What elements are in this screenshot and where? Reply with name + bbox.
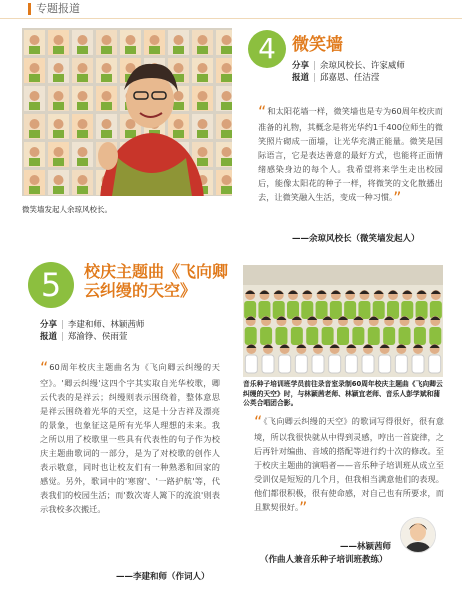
photo-caption: 微笑墙发起人余琼风校长。: [22, 205, 112, 214]
smile-photo-shirt: [197, 158, 208, 166]
choir-member-body: [316, 301, 328, 319]
smile-photo-face: [78, 63, 88, 73]
smile-photo-face: [198, 91, 208, 101]
choir-member-body: [379, 355, 391, 373]
choir-member-body: [429, 327, 441, 345]
share-label: 分享: [40, 320, 58, 330]
byline: 分享 | 余琼风校长、许家威师 报道 | 邱嘉恩、任洁滢: [292, 61, 405, 83]
smile-photo-shirt: [29, 46, 40, 54]
report-names: 邱嘉恩、任洁滢: [319, 73, 380, 83]
smile-photo-face: [102, 91, 112, 101]
smile-photo-face: [54, 35, 64, 45]
smile-photo-face: [198, 35, 208, 45]
smile-photo-face: [174, 63, 184, 73]
smile-photo-shirt: [101, 102, 112, 110]
quote-block: “《飞向卿云纠缦的天空》的歌词写得很好，很有意境，所以我很快就从中得到灵感，哼出一首旋律，之后再针对编曲、音域的搭配等进行约十次的修改。至于校庆主题曲的演唱者——音乐种子培训班从成立至受训仅是短短的几个月，但我相当满意他们的表现。他们都很积极，很有使命感，对自己也有所要求，而且默契很好。”: [254, 412, 444, 517]
smile-photo-shirt: [101, 130, 112, 138]
choir-member-body: [295, 355, 307, 373]
quote-text: 《飞向卿云纠缦的天空》的歌词写得很好，很有意境，所以我很快就从中得到灵感，哼出一首旋律，之后再针对编曲、音域的搭配等进行约十次的修改。至于校庆主题曲的演唱者——音乐种子培训班从成立至受训仅是短短的几个月，但我相当满意他们的表现。他们都很积极，很有使命感，对自己也有所要求，而且默契很好。: [254, 416, 444, 512]
smile-photo-shirt: [149, 46, 160, 54]
smile-photo-shirt: [197, 46, 208, 54]
smile-photo-shirt: [77, 158, 88, 166]
smile-photo-shirt: [173, 130, 184, 138]
byline: 分享 | 李建和师、林颖茜师 报道 | 郑渝铮、侯雨萱: [40, 320, 145, 342]
choir-member-body: [329, 355, 341, 373]
quote-block: “和太阳花墙一样，微笑墙也是专为60周年校庆而准备的礼物，其概念是将光华约1千400位师生的微笑照片砌成一面墙，让光华充满正能量。微笑是国际语言，它是表达善意的最好方式，也能将正面情绪感染身边的每个人。我希望将来学生走出校园后，能像太阳花的种子一样，将微笑的文化散播出去，让微笑融入生活，变成一种习惯。”: [258, 102, 443, 207]
choir-member-body: [344, 301, 356, 319]
choir-member-body: [395, 355, 407, 373]
header-accent-bar: [28, 3, 31, 15]
choir-member-body: [306, 327, 318, 345]
smile-photo-face: [102, 35, 112, 45]
smile-photo-shirt: [53, 158, 64, 166]
smile-photo-face: [78, 175, 88, 185]
smile-photo-face: [222, 63, 232, 73]
quote-text: 和太阳花墙一样，微笑墙也是专为60周年校庆而准备的礼物，其概念是将光华约1千400位师生的微笑照片砌成一面墙，让光华充满正能量。微笑是国际语言，它是表达善意的最好方式，也能将正面情绪感染身边的每个人。我希望将来学生走出校园后，能像太阳花的种子一样，将微笑的文化散播出去，让微笑融入生活，变成一种习惯。: [258, 106, 443, 202]
quote-mark-icon: “: [254, 412, 263, 431]
smile-photo-face: [222, 119, 232, 129]
smile-photo-shirt: [197, 74, 208, 82]
smile-photo-face: [174, 91, 184, 101]
smile-photo-shirt: [77, 46, 88, 54]
smile-photo-shirt: [221, 186, 232, 194]
choir-member-body: [279, 355, 291, 373]
smile-photo-shirt: [101, 74, 112, 82]
smile-photo-shirt: [221, 158, 232, 166]
header-divider: [0, 18, 462, 19]
quote-attribution-name: ——林颖茜师: [340, 542, 392, 552]
report-label: 报道: [40, 332, 58, 342]
smile-photo-face: [174, 35, 184, 45]
choir-member-body: [345, 355, 357, 373]
smile-photo-face: [78, 91, 88, 101]
section-heading: 校庆主题曲《飞向卿云纠缦的天空》: [84, 262, 229, 300]
choir-member-body: [412, 355, 424, 373]
smile-photo-shirt: [53, 46, 64, 54]
smile-photo-face: [198, 63, 208, 73]
smile-photo-face: [222, 91, 232, 101]
smile-photo-face: [54, 63, 64, 73]
smile-photo-shirt: [197, 102, 208, 110]
smile-photo-face: [30, 91, 40, 101]
section-title: 专题报道: [36, 2, 80, 15]
choir-member-body: [245, 355, 257, 373]
smile-photo-shirt: [29, 158, 40, 166]
choir-member-body: [337, 327, 349, 345]
smile-photo-face: [30, 35, 40, 45]
choir-member-body: [245, 327, 257, 345]
quote-mark-icon: “: [40, 358, 49, 377]
smile-photo-face: [78, 147, 88, 157]
choir-member-body: [383, 327, 395, 345]
smile-photo-shirt: [221, 130, 232, 138]
report-label: 报道: [292, 73, 310, 83]
smile-photo-shirt: [101, 46, 112, 54]
smile-photo-face: [102, 119, 112, 129]
smile-photo-shirt: [77, 74, 88, 82]
choir-member-body: [399, 327, 411, 345]
smile-wall-photo: [22, 28, 232, 196]
choir-member-body: [291, 327, 303, 345]
choir-member-body: [368, 327, 380, 345]
smile-photo-face: [30, 63, 40, 73]
choir-member-body: [312, 355, 324, 373]
choir-member-body: [429, 355, 441, 373]
smile-photo-face: [78, 35, 88, 45]
smile-photo-shirt: [29, 102, 40, 110]
smile-photo-face: [198, 119, 208, 129]
smile-photo-shirt: [125, 130, 136, 138]
smile-photo-shirt: [173, 102, 184, 110]
smile-photo-shirt: [53, 186, 64, 194]
smile-photo-shirt: [173, 46, 184, 54]
smile-photo-shirt: [221, 102, 232, 110]
smile-photo-face: [150, 35, 160, 45]
share-names: 李建和师、林颖茜师: [67, 320, 145, 330]
choir-member-body: [275, 327, 287, 345]
smile-photo-shirt: [29, 186, 40, 194]
choir-group-photo: [243, 265, 443, 377]
smile-photo-shirt: [221, 46, 232, 54]
quote-text: 60周年校庆主题曲名为《飞向卿云纠缦的天空》。'卿云纠缦'这四个字其实取自光华校歌，卿云代表的是祥云；纠缦则表示围绕着，整体意思是祥云围绕着光华的天空，这是十分吉祥及漂亮的景象，也象征这是所有光华人理想的未来。我之所以用了校歌里一些具有代表性的句子作为校庆主题曲歌词的一部分，是为了对校歌的创作人表示敬意，同时也让校友们有一种熟悉和回家的感觉。另外，歌词中的'寒窗'、'一路护航'等，代表我们的校园生活；而'数次寄人篱下的流浪'则表示我校多次搬迁。: [40, 362, 220, 514]
section-number-badge: 4: [248, 30, 286, 68]
choir-member-body: [362, 355, 374, 373]
section-number-badge: 5: [28, 262, 74, 308]
smile-photo-shirt: [29, 74, 40, 82]
choir-member-body: [262, 355, 274, 373]
smile-photo-shirt: [77, 186, 88, 194]
smile-photo-face: [54, 175, 64, 185]
choir-member-body: [352, 327, 364, 345]
smile-photo-face: [126, 35, 136, 45]
smile-photo-face: [174, 119, 184, 129]
quote-attribution-role: （作曲人兼音乐种子培训班教练）: [260, 555, 388, 565]
smile-photo-shirt: [197, 130, 208, 138]
choir-member-body: [260, 327, 272, 345]
smile-photo-face: [30, 175, 40, 185]
choir-member-body: [322, 327, 334, 345]
smile-photo-face: [30, 147, 40, 157]
smile-photo-face: [78, 119, 88, 129]
choir-member-body: [358, 301, 370, 319]
quote-block: [40, 360, 220, 516]
smile-photo-face: [30, 119, 40, 129]
smile-photo-shirt: [53, 102, 64, 110]
smile-photo-shirt: [53, 130, 64, 138]
smile-photo-shirt: [221, 74, 232, 82]
smile-photo-shirt: [77, 102, 88, 110]
smile-photo-face: [222, 35, 232, 45]
section-heading: 微笑墙: [292, 35, 343, 55]
quote-attribution: ——李建和师（作词人）: [116, 572, 210, 582]
smile-photo-shirt: [125, 46, 136, 54]
smile-photo-face: [102, 63, 112, 73]
choir-member-body: [414, 327, 426, 345]
share-names: 余琼风校长、许家威师: [319, 61, 405, 71]
report-names: 郑渝铮、侯雨萱: [67, 332, 128, 342]
smile-photo-shirt: [53, 74, 64, 82]
avatar: [400, 517, 436, 553]
quote-mark-icon: “: [258, 102, 267, 121]
smile-photo-face: [222, 147, 232, 157]
choir-member-body: [330, 301, 342, 319]
smile-photo-face: [198, 147, 208, 157]
smile-photo-shirt: [77, 130, 88, 138]
smile-photo-face: [54, 91, 64, 101]
smile-photo-shirt: [29, 130, 40, 138]
quote-attribution: ——余琼风校长（微笑墙发起人）: [292, 234, 420, 244]
smile-photo-face: [222, 175, 232, 185]
smile-photo-face: [54, 119, 64, 129]
photo-caption: 音乐种子培训班学员前往录音室录制60周年校庆主题曲《飞向卿云纠缦的天空》时，与林颖茜老师、林颖宜老师、音乐人彭学斌和蒲公英合唱团合影。: [243, 380, 443, 407]
share-label: 分享: [292, 61, 310, 71]
smile-photo-face: [54, 147, 64, 157]
